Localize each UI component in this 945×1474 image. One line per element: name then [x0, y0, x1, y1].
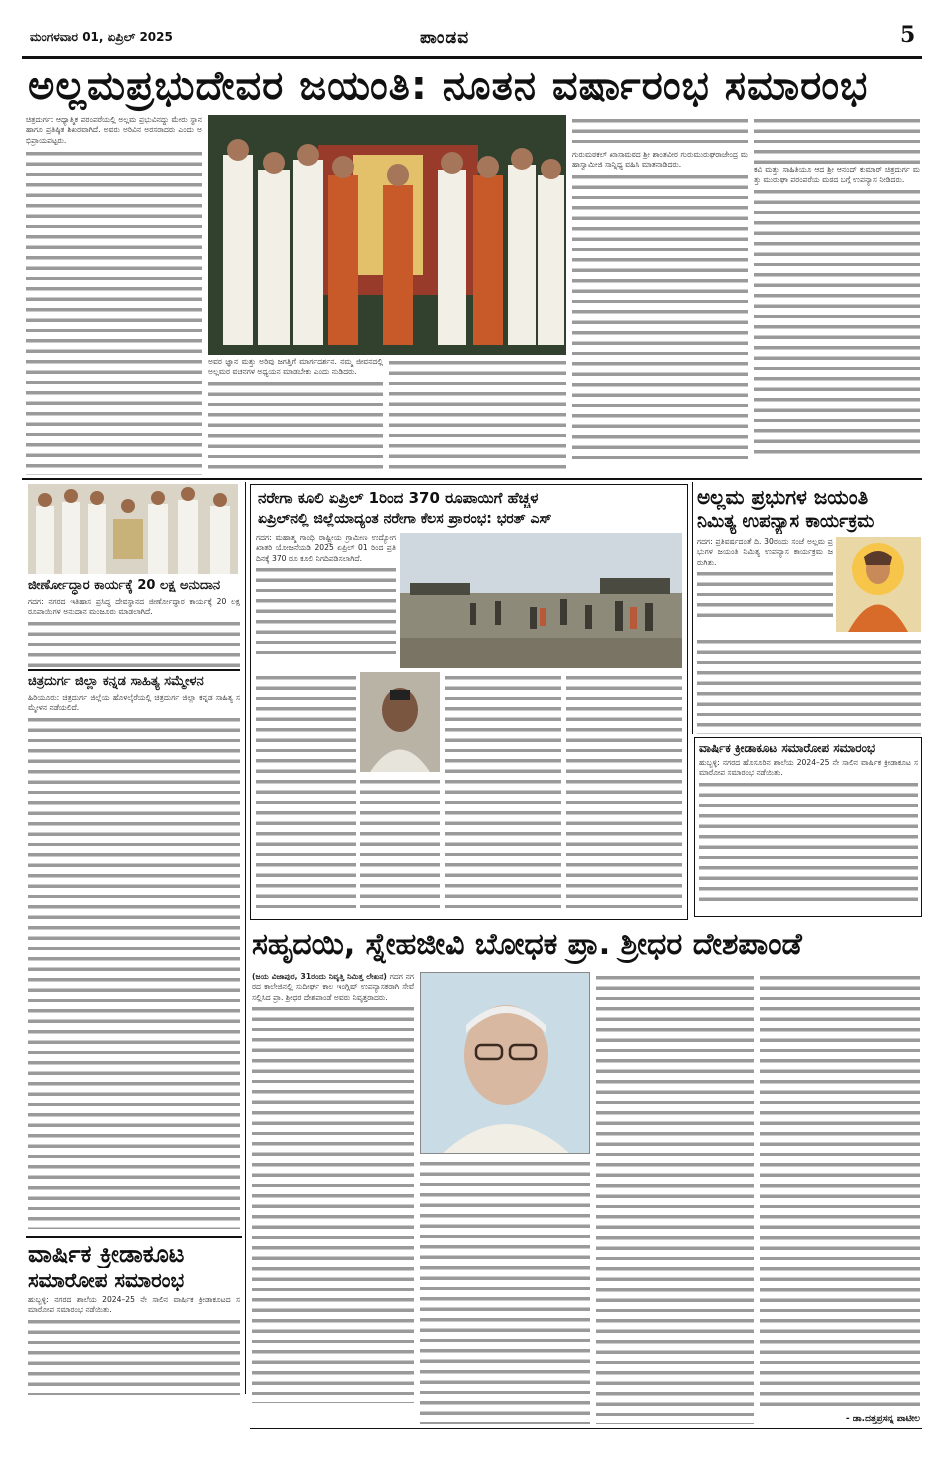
upanyasa-headline-1: ಅಲ್ಲಮ ಪ್ರಭುಗಳ ಜಯಂತಿ [697, 485, 869, 509]
issue-date: ಮಂಗಳವಾರ 01, ಏಪ್ರಿಲ್ 2025 [30, 30, 173, 44]
lead-col2-filler [208, 378, 383, 475]
tribute-filler-2 [420, 1158, 590, 1424]
lead-col1-text: ಚಿತ್ರದುರ್ಗ: ಆಧ್ಯಾತ್ಮಿಕ ಪರಂಪರೆಯಲ್ಲಿ ಅಲ್ಲಮ ಪ್ರಭುವಿನದ್ದು ಮೇರು ಸ್ಥಾನ ಹಾಗೂ ಪ್ರತಿಷ್ಠಿತ ಶಿಖರವಾಗಿದೆ. ಅವರು ಅರಿವಿನ ಅರಸರಾದರು ಎಂದು ಅಭಿಪ್ರಾಯಪಟ್ಟರು. [26, 115, 202, 145]
lead-col4-text: ಕವಿ ಮತ್ತು ಸಾಹಿತಿಯೂ ಆದ ಶ್ರೀ ಆನಂದ್ ಕುಮಾರ್ ಚಿತ್ರದುರ್ಗ ಮತ್ತು ಮುರುಘಾ ಪರಂಪರೆಯ ಮಠದ ಬಗ್ಗೆ ಉಪನ್ಯಾಸ ನೀಡಿದರು. [754, 165, 920, 185]
tribute-lead: (ಜಯ ವಿಜಾಪುರ, 31ರಂದು ನಿವೃತ್ತಿ ನಿಮಿತ್ತ ಲೇಖನ) [252, 972, 387, 981]
narega-filler-5 [566, 672, 682, 912]
lead-col3-filler-b [572, 171, 748, 461]
narega-text: ಗದಗ: ಮಹಾತ್ಮ ಗಾಂಧಿ ರಾಷ್ಟ್ರೀಯ ಗ್ರಾಮೀಣ ಉದ್ಯೋಗ ಖಾತರಿ ಯೋಜನೆಯಡಿ 2025 ಏಪ್ರಿಲ್ 01 ರಿಂದ ಪ್ರತಿ ದಿನಕ್ಕೆ 370 ರೂ ಕೂಲಿ ನಿಗದಿಪಡಿಸಲಾಗಿದೆ. [256, 533, 396, 563]
lead-col3-filler-a [572, 115, 748, 150]
grant-photo [28, 484, 238, 574]
sports-left-body [28, 1295, 240, 1395]
tribute-text: ಗದಗ ನಗರದ ಕಾಲೇಜಿನಲ್ಲಿ ಸುದೀರ್ಘ ಕಾಲ ಇಂಗ್ಲಿಷ್ ಉಪನ್ಯಾಸಕರಾಗಿ ಸೇವೆ ಸಲ್ಲಿಸಿದ ಪ್ರಾ. ಶ್ರೀಧರ ದೇಶಪಾಂಡೆ ಅವರು ನಿವೃತ್ತರಾದರು. [252, 972, 414, 1002]
lead-col4-filler-a [754, 115, 920, 165]
lead-col-1 [26, 115, 202, 475]
upanyasa-text: ಗದಗ: ಪ್ರತಿವರ್ಷದಂತೆ ದಿ. 30ರಂದು ಸಂಜೆ ಅಲ್ಲಮ ಪ್ರಭುಗಳ ಜಯಂತಿ ನಿಮಿತ್ಯ ಉಪನ್ಯಾಸ ಕಾರ್ಯಕ್ರಮ ಜರುಗಿತು. [697, 537, 833, 567]
sports-right-filler [699, 779, 918, 904]
allama-portrait [836, 537, 921, 632]
narega-headline-2: ಏಪ್ರಿಲ್‌ನಲ್ಲಿ ಜಿಲ್ಲೆಯಾದ್ಯಂತ ನರೇಗಾ ಕೆಲಸ ಪ್ರಾರಂಭ: ಭರತ್ ಎಸ್ [258, 511, 552, 527]
narega-col-5 [566, 672, 682, 912]
lead-col-2 [208, 357, 383, 475]
lead-photo [208, 115, 566, 355]
newspaper-name: ಪಾಂಡವ [420, 28, 470, 48]
upanyasa-filler-1 [697, 568, 833, 623]
narega-headline-1: ನರೇಗಾ ಕೂಲಿ ಏಪ್ರಿಲ್ 1ರಿಂದ 370 ರೂಪಾಯಿಗೆ ಹೆಚ್ಚಳ [258, 489, 539, 507]
tribute-col-1 [252, 972, 414, 1424]
lead-col2-text: ಅವರ ಜ್ಞಾನ ಮತ್ತು ಅರಿವು ಜಗತ್ತಿಗೆ ಮಾರ್ಗದರ್ಶನ. ನಮ್ಮ ಜೀವನದಲ್ಲಿ ಅಲ್ಲಮರ ವಚನಗಳ ಅಧ್ಯಯನ ಮಾಡಬೇಕು ಎಂದು ನುಡಿದರು. [208, 357, 383, 377]
tribute-bottom-rule [250, 1428, 922, 1429]
grant-headline: ಜೀರ್ಣೋದ್ಧಾರ ಕಾರ್ಯಕ್ಕೆ 20 ಲಕ್ಷ ಅನುದಾನ [28, 578, 221, 593]
grant-body [28, 597, 240, 667]
sahitya-headline: ಚಿತ್ರದುರ್ಗ ಜಿಲ್ಲಾ ಕನ್ನಡ ಸಾಹಿತ್ಯ ಸಮ್ಮೇಳನ [28, 674, 204, 689]
tribute-headline: ಸಹೃದಯಿ, ಸ್ನೇಹಜೀವಿ ಬೋಧಕ ಪ್ರಾ. ಶ್ರೀಧರ ದೇಶಪಾಂಡೆ [252, 927, 802, 962]
narega-photo-image [400, 533, 682, 668]
grant-photo-image [28, 484, 238, 574]
sports-right-body [699, 758, 918, 913]
narega-filler-3 [360, 776, 440, 912]
sridhar-portrait-image [421, 973, 590, 1154]
tribute-col-4 [760, 972, 920, 1412]
tribute-filler-1 [252, 1003, 414, 1403]
lead-col3-text: ಗುರುಮಠಕಲ್ ಖಾಸಾಮಠದ ಶ್ರೀ ಶಾಂತವೀರ ಗುರುಮುರುಘರಾಜೇಂದ್ರ ಮಹಾಸ್ವಾಮೀಜಿ ಸಾನ್ನಿಧ್ಯ ವಹಿಸಿ ಮಾತನಾಡಿದರು. [572, 150, 748, 170]
lead-col-2b [389, 357, 566, 475]
sports-left-headline-1: ವಾರ್ಷಿಕ ಕ್ರೀಡಾಕೂಟ [28, 1240, 185, 1268]
lead-bottom-rule [22, 478, 922, 480]
tribute-col-3 [596, 972, 754, 1424]
tribute-filler-3 [596, 972, 754, 1424]
sahitya-text: ಹಿರಿಯೂರು: ಚಿತ್ರದುರ್ಗ ಜಿಲ್ಲೆಯ ಹೊಳಲ್ಕೆರೆಯಲ್ಲಿ ಚಿತ್ರದುರ್ಗ ಜಿಲ್ಲಾ ಕನ್ನಡ ಸಾಹಿತ್ಯ ಸಮ್ಮೇಳನ ನಡೆಯಲಿದೆ. [28, 693, 240, 713]
sridhar-portrait [420, 972, 590, 1154]
lead-col2b-filler [389, 357, 566, 475]
grant-rule [28, 669, 240, 671]
lead-col4-filler-b [754, 186, 920, 456]
lead-col1-filler [26, 148, 202, 475]
tribute-col-2 [420, 1158, 590, 1424]
column-rule [245, 482, 246, 1394]
narega-col-3 [360, 776, 440, 912]
narega-filler-1 [256, 564, 396, 654]
allama-portrait-image [836, 537, 921, 632]
lead-headline: ಅಲ್ಲಮಪ್ರಭುದೇವರ ಜಯಂತಿ: ನೂತನ ವರ್ಷಾರಂಭ ಸಮಾರಂಭ [28, 63, 869, 109]
tribute-byline: - ಡಾ.ದತ್ತಪ್ರಸನ್ನ ಪಾಟೀಲ [845, 1414, 920, 1424]
upanyasa-col-1 [697, 537, 833, 632]
sports-left-headline-2: ಸಮಾರೋಪ ಸಮಾರಂಭ [28, 1268, 185, 1292]
sports-left-filler [28, 1316, 240, 1395]
lead-col-4 [754, 115, 920, 475]
narega-filler-4 [445, 672, 561, 912]
narega-col-2 [256, 672, 356, 912]
lead-col-3 [572, 115, 748, 475]
sahitya-body [28, 693, 240, 1233]
tribute-filler-4 [760, 972, 920, 1412]
lead-photo-image [208, 115, 566, 355]
grant-text: ಗದಗ: ನಗರದ ಇತಿಹಾಸ ಪ್ರಸಿದ್ಧ ದೇವಸ್ಥಾನದ ಜೀರ್ಣೋದ್ಧಾರ ಕಾರ್ಯಕ್ಕೆ 20 ಲಕ್ಷ ರೂಪಾಯಿಗಳ ಅನುದಾನ ಮಂಜೂರು ಮಾಡಲಾಗಿದೆ. [28, 597, 240, 617]
official-portrait [360, 672, 440, 772]
narega-col-1 [256, 533, 396, 668]
sports-left-text: ಹುಬ್ಬಳ್ಳಿ: ನಗರದ ಶಾಲೆಯ 2024–25 ನೇ ಸಾಲಿನ ವಾರ್ಷಿಕ ಕ್ರೀಡಾಕೂಟದ ಸಮಾರೋಪ ಸಮಾರಂಭ ನಡೆಯಿತು. [28, 1295, 240, 1315]
column-rule [692, 482, 693, 734]
page-number: 5 [900, 22, 916, 48]
masthead-rule [22, 56, 922, 59]
grant-filler [28, 618, 240, 667]
sahitya-filler [28, 714, 240, 1229]
upanyasa-filler-2 [697, 636, 921, 734]
narega-photo [400, 533, 682, 668]
upanyasa-col-2 [697, 636, 921, 734]
official-portrait-image [360, 672, 440, 772]
upanyasa-headline-2: ನಿಮಿತ್ಯ ಉಪನ್ಯಾಸ ಕಾರ್ಯಕ್ರಮ [697, 511, 875, 532]
narega-col-4 [445, 672, 561, 912]
narega-filler-2 [256, 672, 356, 912]
sports-right-headline: ವಾರ್ಷಿಕ ಕ್ರೀಡಾಕೂಟ ಸಮಾರೋಪ ಸಮಾರಂಭ [699, 741, 876, 755]
sports-right-text: ಹುಬ್ಬಳ್ಳಿ: ನಗರದ ಹೊಸೂರಿನ ಶಾಲೆಯ 2024–25 ನೇ ಸಾಲಿನ ವಾರ್ಷಿಕ ಕ್ರೀಡಾಕೂಟ ಸಮಾರೋಪ ಸಮಾರಂಭ ನಡೆಯಿತು. [699, 758, 918, 778]
